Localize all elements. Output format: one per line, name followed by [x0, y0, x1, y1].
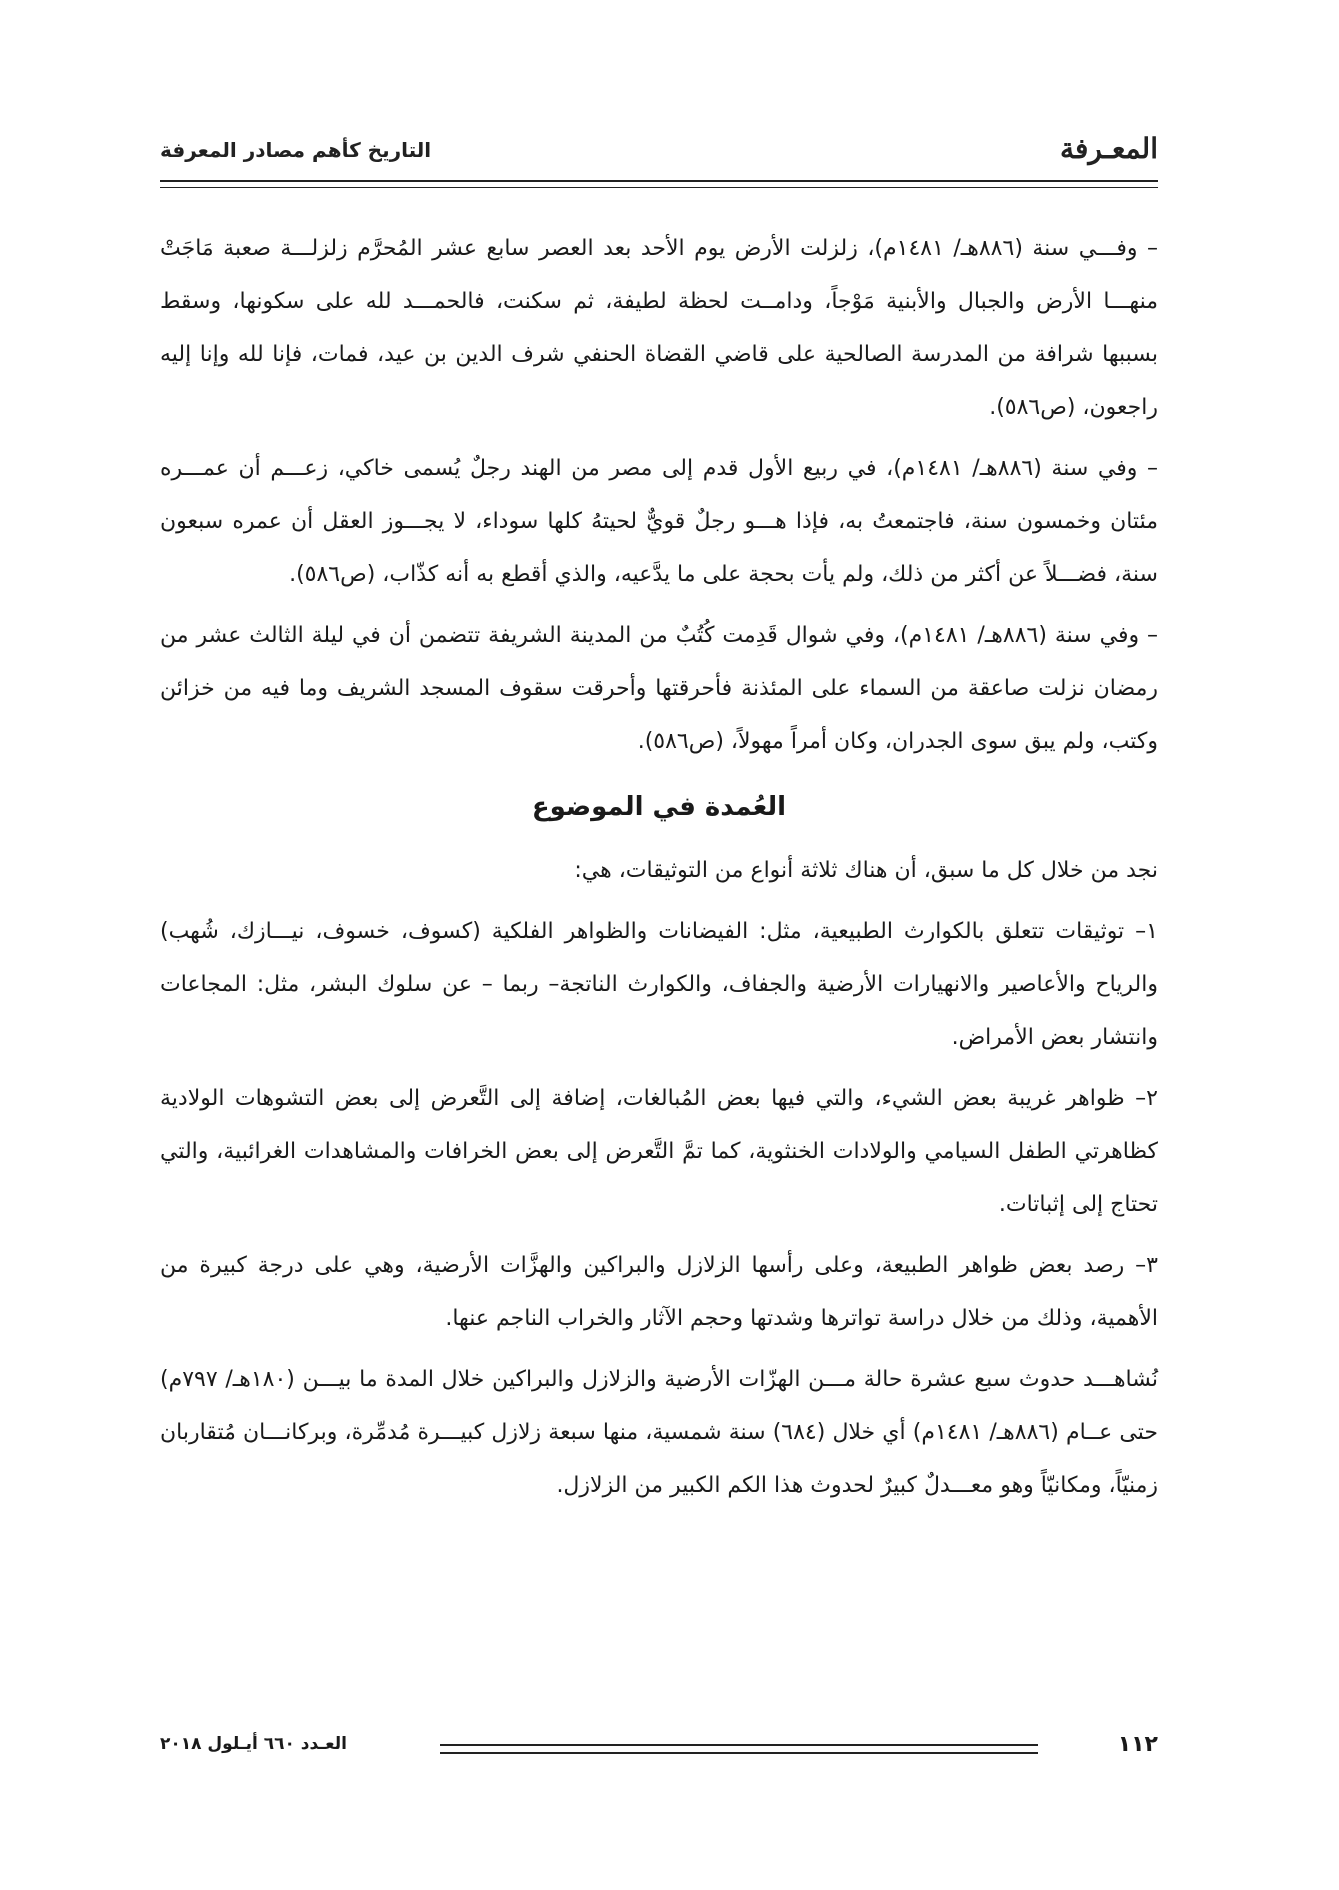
- journal-name: المعـرفة: [1059, 132, 1158, 165]
- paragraph-conclusion: نُشاهـــد حدوث سبع عشرة حالة مـــن الهزّات الأرضية والزلازل والبراكين خلال المدة ما بيـــن (١٨٠هـ/ ٧٩٧م) حتى عــام (٨٨٦هـ/ ١٤٨١م) أي خلال (٦٨٤) سنة شمسية، منها سبعة زلازل كبيـــرة مُدمِّرة، وبركانـــان مُتقاربان زمنيّاً، ومكانيّاً وهو معـــدلٌ كبيرٌ لحدوث هذا الكم الكبير من الزلازل.: [160, 1367, 1158, 1498]
- issue-info: العـدد ٦٦٠ أيـلول ٢٠١٨: [160, 1734, 347, 1754]
- paragraph-lightning: – وفي سنة (٨٨٦هـ/ ١٤٨١م)، وفي شوال قَدِمت كُتُبٌ من المدينة الشريفة تتضمن أن في ليلة الثالث عشر من رمضان نزلت صاعقة من السماء على المئذنة فأحرقتها وأحرقت سقوف المسجد الشريف وما فيه من خزائن وكتب، ولم يبق سوى الجدران، وكان أمراً مهولاً، (ص٥٨٦).: [160, 623, 1159, 754]
- paragraph-intro: نجد من خلال كل ما سبق، أن هناك ثلاثة أنواع من التوثيقات، هي:: [574, 858, 1158, 883]
- paragraph-earthquake: – وفـــي سنة (٨٨٦هـ/ ١٤٨١م)، زلزلت الأرض يوم الأحد بعد العصر سابع عشر المُحرَّم زلزلـــة صعبة مَاجَتْ منهـــا الأرض والجبال والأبنية مَوْجاً، ودامــت لحظة لطيفة، ثم سكنت، فالحمـــد لله على سكونها، وسقط بسببها شرافة من المدرسة الصالحية على قاضي القضاة الحنفي شرف الدين بن عيد، فمات، فإنا لله وإنا إليه راجعون، (ص٥٨٦).: [160, 236, 1159, 420]
- header-divider: [160, 180, 1158, 188]
- page-number: ١١٢: [1117, 1732, 1158, 1757]
- paragraph-khaki: – وفي سنة (٨٨٦هـ/ ١٤٨١م)، في ربيع الأول قدم إلى مصر من الهند رجلٌ يُسمى خاكي، زعـــم أن عمـــره مئتان وخمسون سنة، فاجتمعتُ به، فإذا هـــو رجلٌ قويٌّ لحيتهُ كلها سوداء، لا يجـــوز العقل أن عمره سبعون سنة، فضـــلاً عن أكثر من ذلك، ولم يأت بحجة على ما يدَّعيه، والذي أقطع به أنه كذّاب، (ص٥٨٦).: [160, 456, 1158, 587]
- article-body: [160, 222, 1158, 1520]
- list-item-1: ١– توثيقات تتعلق بالكوارث الطبيعية، مثل: الفيضانات والظواهر الفلكية (كسوف، خسوف، نيـــازك، شُهب) والرياح والأعاصير والانهيارات الأرضية والجفاف، والكوارث الناتجة– ربما – عن سلوك البشر، مثل: المجاعات وانتشار بعض الأمراض.: [160, 919, 1158, 1050]
- list-item-3: ٣– رصد بعض ظواهر الطبيعة، وعلى رأسها الزلازل والبراكين والهزَّات الأرضية، وهي على درجة كبيرة من الأهمية، وذلك من خلال دراسة تواترها وشدتها وحجم الآثار والخراب الناجم عنها.: [160, 1253, 1158, 1331]
- article-title: التاريخ كأهم مصادر المعرفة: [160, 138, 432, 162]
- section-heading: العُمدة في الموضوع: [531, 792, 787, 822]
- page-header: [160, 132, 1158, 172]
- footer-divider: [440, 1744, 1038, 1754]
- list-item-2: ٢– ظواهر غريبة بعض الشيء، والتي فيها بعض المُبالغات، إضافة إلى التَّعرض إلى بعض التشوهات الولادية كظاهرتي الطفل السيامي والولادات الخنثوية، كما تمَّ التَّعرض إلى بعض الخرافات والمشاهدات الغرائبية، والتي تحتاج إلى إثباتات.: [160, 1086, 1158, 1217]
- page-footer: [160, 1732, 1158, 1766]
